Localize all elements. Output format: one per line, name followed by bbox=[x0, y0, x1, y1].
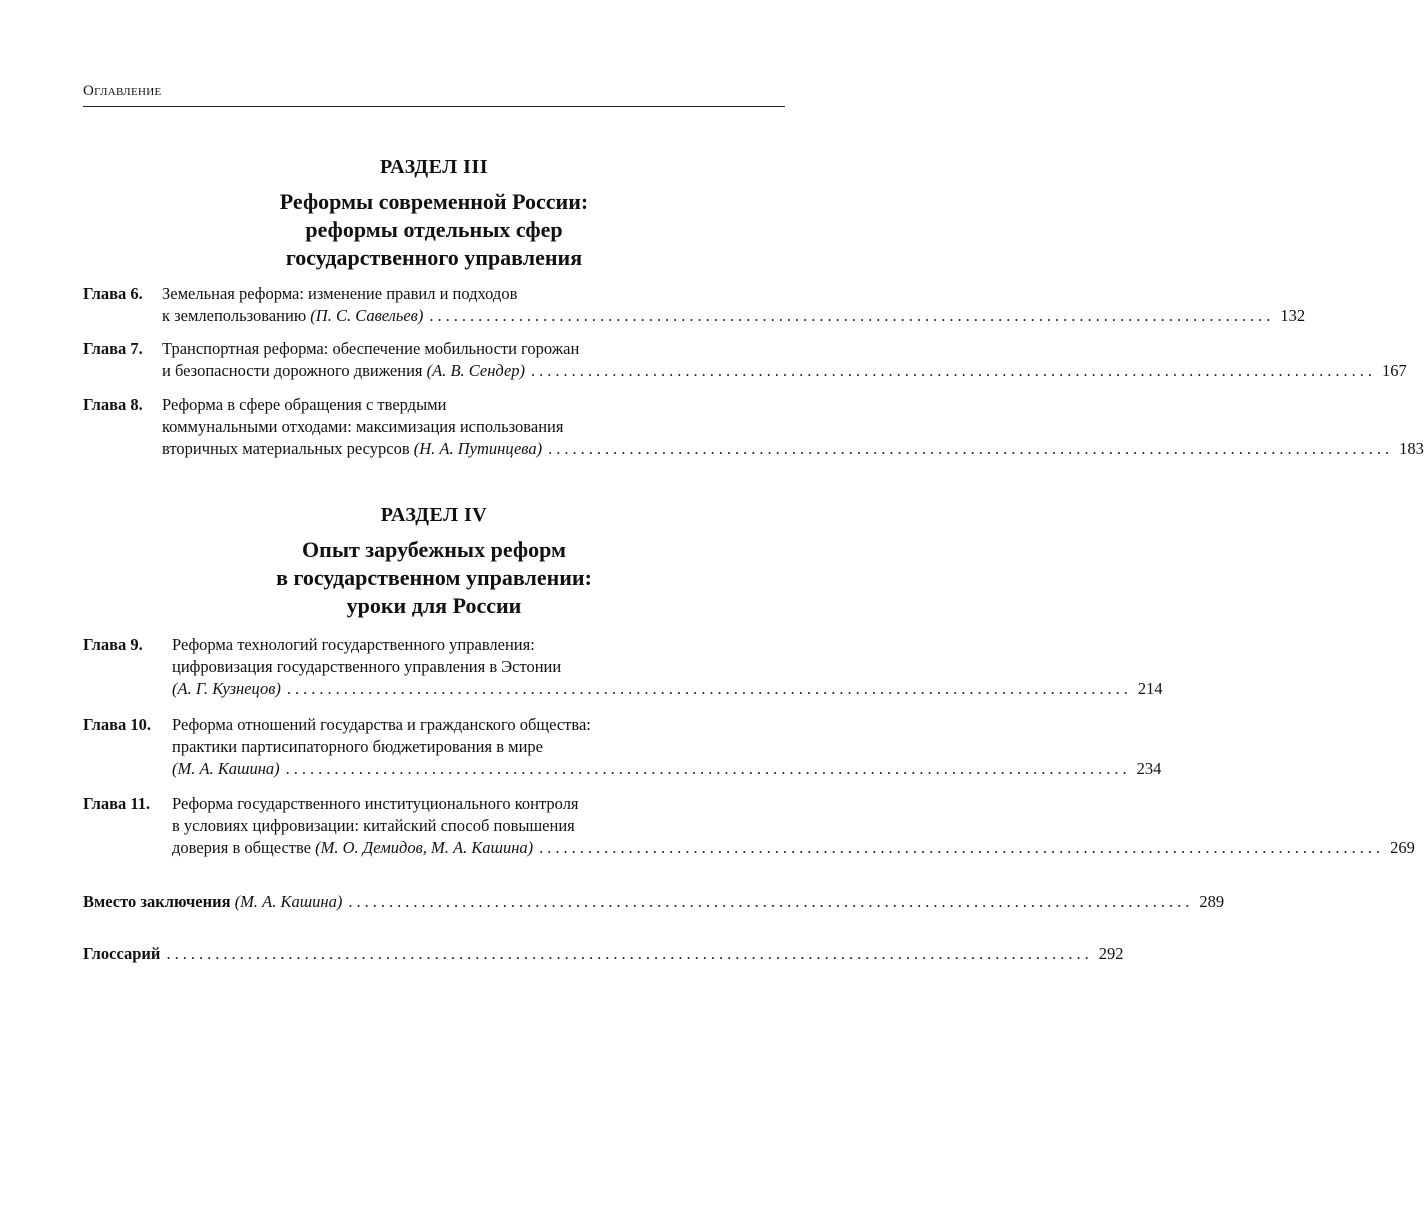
chapter-label: Глава 7. bbox=[83, 339, 143, 358]
chapter-author: (П. С. Савельев) bbox=[310, 306, 424, 325]
section-4-header bbox=[83, 504, 785, 620]
page-number: 289 bbox=[1199, 892, 1225, 911]
toc-entry-glossary[interactable] bbox=[83, 943, 1124, 965]
running-head: Оглавление bbox=[83, 83, 785, 107]
section-label: РАЗДЕЛ IV bbox=[380, 504, 488, 526]
chapter-label: Глава 8. bbox=[83, 395, 143, 414]
leader-dots: ........................................................................................................ bbox=[548, 439, 1394, 458]
leader-dots: ........................................................................................................ bbox=[429, 306, 1275, 325]
chapter-author: (М. О. Демидов, М. А. Кашина) bbox=[315, 838, 534, 857]
leader-dots: ........................................................................................................ bbox=[539, 838, 1385, 857]
chapter-author: (М. А. Кашина) bbox=[172, 759, 280, 778]
chapter-author: (А. Г. Кузнецов) bbox=[172, 679, 281, 698]
page-number: 183 bbox=[1399, 439, 1424, 458]
toc-entry-chapter-6[interactable]: Глава 6. Земельная реформа: изменение правил и подходов к землепользованию (П. С. Савельев) ........................................................................................................ 132 bbox=[83, 284, 1306, 325]
toc-entry-chapter-8[interactable]: Глава 8. Реформа в сфере обращения с твердыми коммунальными отходами: максимизация использования вторичных материальных ресурсов (Н. А. Путинцева) ........................................................................................................ 183 bbox=[83, 395, 1424, 458]
page-number: 132 bbox=[1280, 306, 1306, 325]
page-number: 234 bbox=[1136, 759, 1162, 778]
chapter-author: (А. В. Сендер) bbox=[426, 361, 526, 380]
toc-entry-chapter-7[interactable]: Глава 7. Транспортная реформа: обеспечение мобильности горожан и безопасности дорожного движения (А. В. Сендер) ........................................................................................................ 167 bbox=[83, 339, 1407, 380]
page-number: 269 bbox=[1390, 838, 1415, 857]
chapter-label: Глава 6. bbox=[83, 284, 143, 303]
chapter-label: Глава 10. bbox=[83, 715, 152, 734]
page-number: 292 bbox=[1098, 944, 1124, 963]
toc-entry-chapter-10[interactable]: Глава 10. Реформа отношений государства и гражданского общества: практики партисипаторного бюджетирования в мире (М. А. Кашина) ........................................................................................................ 234 bbox=[83, 715, 1162, 778]
toc-entry-chapter-9[interactable]: Глава 9. Реформа технологий государственного управления: цифровизация государственного управления в Эстонии (А. Г. Кузнецов) ........................................................................................................ 214 bbox=[83, 635, 1163, 698]
toc-entry-chapter-11[interactable]: Глава 11. Реформа государственного институционального контроля в условиях цифровизации: китайский способ повышения доверия в обществе (М. О. Демидов, М. А. Кашина) ........................................................................................................ 269 bbox=[83, 794, 1415, 857]
section-label: РАЗДЕЛ III bbox=[379, 156, 489, 178]
page-number: 214 bbox=[1137, 679, 1163, 698]
leader-dots: ........................................................................................................ bbox=[285, 759, 1131, 778]
section-title: Реформы современной России: реформы отдельных сфер государственного управления bbox=[279, 189, 589, 270]
chapter-label: Глава 9. bbox=[83, 635, 143, 654]
leader-dots: ........................................................................................................ bbox=[348, 892, 1194, 911]
chapter-author: (Н. А. Путинцева) bbox=[413, 439, 543, 458]
toc-entry-conclusion[interactable] bbox=[83, 891, 1225, 913]
leader-dots: ........................................................................................................ bbox=[286, 679, 1132, 698]
section-title: Опыт зарубежных реформ в государственном управлении: уроки для России bbox=[276, 537, 592, 618]
leader-dots: ........................................................................................................ bbox=[531, 361, 1377, 380]
conclusion-author: (М. А. Кашина) bbox=[234, 892, 343, 911]
glossary-label: Глоссарий bbox=[83, 944, 161, 963]
page-number: 167 bbox=[1382, 361, 1407, 380]
chapter-label: Глава 11. bbox=[83, 794, 151, 813]
leader-dots: .................................................................................................................. bbox=[166, 944, 1093, 963]
conclusion-label: Вместо заключения bbox=[83, 892, 231, 911]
section-3-header bbox=[83, 156, 785, 272]
